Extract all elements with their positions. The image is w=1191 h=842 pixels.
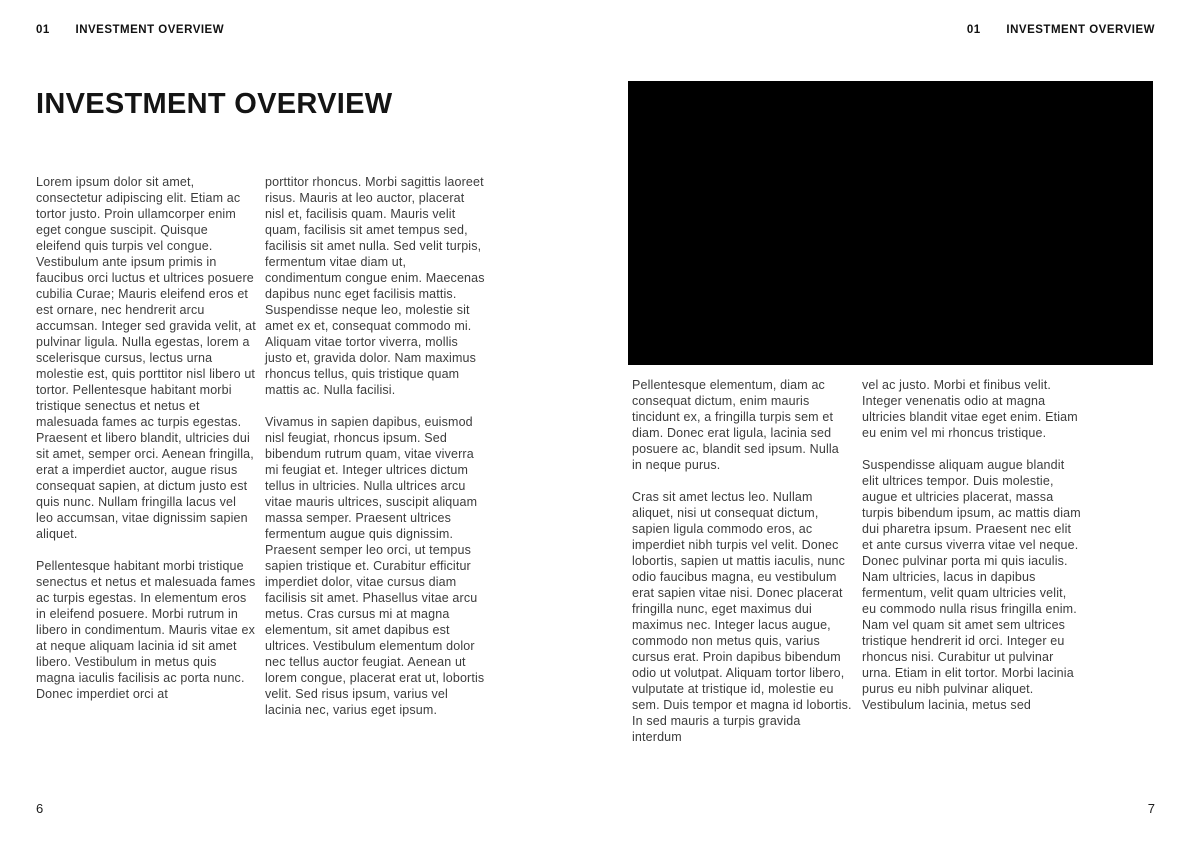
right-page-column-1 (632, 377, 852, 761)
running-header-left (36, 24, 224, 36)
chapter-number: 01 (966, 24, 981, 36)
chapter-title: INVESTMENT OVERVIEW (75, 24, 225, 36)
body-paragraph: porttitor rhoncus. Morbi sagittis laoreet risus. Mauris at leo auctor, placerat nisl et, facilisis quam. Mauris velit quam, facilisis sit amet tempus sed, facilisis sit amet nulla. Sed velit turpis, fermentum vitae diam ut, condimentum congue enim. Maecenas dapibus nunc eget facilisis mattis. Suspendisse neque leo, molestie sit amet ex et, consequat commodo mi. Aliquam vitae tortor viverra, mollis justo et, gravida dolor. Nam maximus rhoncus tellus, quis tristique quam mattis ac. Nulla facilisi. (265, 175, 485, 397)
left-page-column-2 (265, 174, 485, 734)
body-paragraph: Pellentesque habitant morbi tristique senectus et netus et malesuada fames ac turpis egestas. In elementum eros in eleifend posuere. Morbi rutrum in libero in condimentum. Mauris vitae ex at neque aliquam lacinia id sit amet libero. Vestibulum in metus quis magna iaculis facilisis ac porta nunc. Donec imperdiet orci at (36, 559, 256, 701)
running-header-right (967, 24, 1155, 36)
chapter-number: 01 (36, 24, 50, 36)
black-image-placeholder (628, 81, 1153, 365)
body-paragraph: Suspendisse aliquam augue blandit elit ultrices tempor. Duis molestie, augue et ultricies placerat, massa turpis bibendum ipsum, ac mattis diam dui pharetra ipsum. Praesent nec elit et ante cursus viverra vitae vel neque. Donec pulvinar porta mi quis iaculis. Nam ultricies, lacus in dapibus fermentum, velit quam ultricies velit, eu commodo nulla risus fringilla enim. Nam vel quam sit amet sem ultrices tristique hendrerit id orci. Integer eu rhoncus nisi. Curabitur ut pulvinar urna. Etiam in elit tortor. Morbi lacinia purus eu nibh pulvinar aliquet. Vestibulum lacinia, metus sed (862, 458, 1081, 712)
body-paragraph: Pellentesque elementum, diam ac consequat dictum, enim mauris tincidunt ex, a fringilla turpis sem et diam. Donec erat ligula, lacinia sed posuere ac, blandit sed ipsum. Nulla in neque purus. (632, 378, 839, 472)
right-page-column-2 (862, 377, 1082, 729)
page-title: INVESTMENT OVERVIEW (36, 88, 393, 120)
body-paragraph: vel ac justo. Morbi et finibus velit. Integer venenatis odio at magna ultricies blandit vitae eget enim. Etiam eu enim vel mi rhoncus tristique. (862, 378, 1078, 440)
body-paragraph: Cras sit amet lectus leo. Nullam aliquet, nisi ut consequat dictum, sapien ligula commodo eros, ac imperdiet nibh turpis vel velit. Donec lobortis, sapien ut mattis iaculis, nunc odio faucibus magna, eu vestibulum erat sapien vitae nisi. Donec placerat fringilla nunc, eget maximus dui maximus nec. Integer lacus augue, commodo non metus quis, varius cursus erat. Proin dapibus bibendum odio ut volutpat. Aliquam tortor libero, vulputate at tristique id, molestie eu sem. Duis tempor et magna id lobortis. In sed mauris a turpis gravida interdum (632, 490, 852, 744)
body-paragraph: Lorem ipsum dolor sit amet, consectetur adipiscing elit. Etiam ac tortor justo. Proin ullamcorper enim eget congue suscipit. Quisque eleifend quis turpis vel congue. Vestibulum ante ipsum primis in faucibus orci luctus et ultrices posuere cubilia Curae; Mauris eleifend eros et est ornare, nec hendrerit arcu accumsan. Integer sed gravida velit, at pulvinar ligula. Nulla egestas, lorem a scelerisque cursus, lectus urna molestie est, quis porttitor nisl libero ut tortor. Pellentesque habitant morbi tristique senectus et netus et malesuada fames ac turpis egestas. Praesent et libero blandit, ultricies dui sit amet, semper orci. Aenean fringilla, erat a imperdiet auctor, augue risus consequat sapien, at dictum justo est quis nunc. Nullam fringilla lacus vel leo accumsan, vitae dignissim sapien aliquet. (36, 175, 256, 541)
left-page-column-1 (36, 174, 256, 718)
page-number-left: 6 (36, 801, 44, 816)
page-number-right: 7 (1147, 801, 1155, 816)
chapter-title: INVESTMENT OVERVIEW (1006, 24, 1155, 36)
body-paragraph: Vivamus in sapien dapibus, euismod nisl feugiat, rhoncus ipsum. Sed bibendum rutrum quam, vitae viverra mi feugiat et. Integer ultrices dictum tellus in ultricies. Nulla ultrices arcu vitae mauris ultrices, suscipit aliquam massa semper. Praesent ultrices fermentum augue quis dignissim. Praesent semper leo orci, ut tempus sapien tristique et. Curabitur efficitur imperdiet dolor, vitae cursus diam facilisis sit amet. Phasellus vitae arcu metus. Cras cursus mi at magna elementum, sit amet dapibus est ultrices. Vestibulum elementum dolor nec tellus auctor feugiat. Aenean ut lorem congue, placerat erat ut, lobortis velit. Sed risus ipsum, varius vel lacinia nec, varius eget ipsum. (265, 415, 485, 717)
